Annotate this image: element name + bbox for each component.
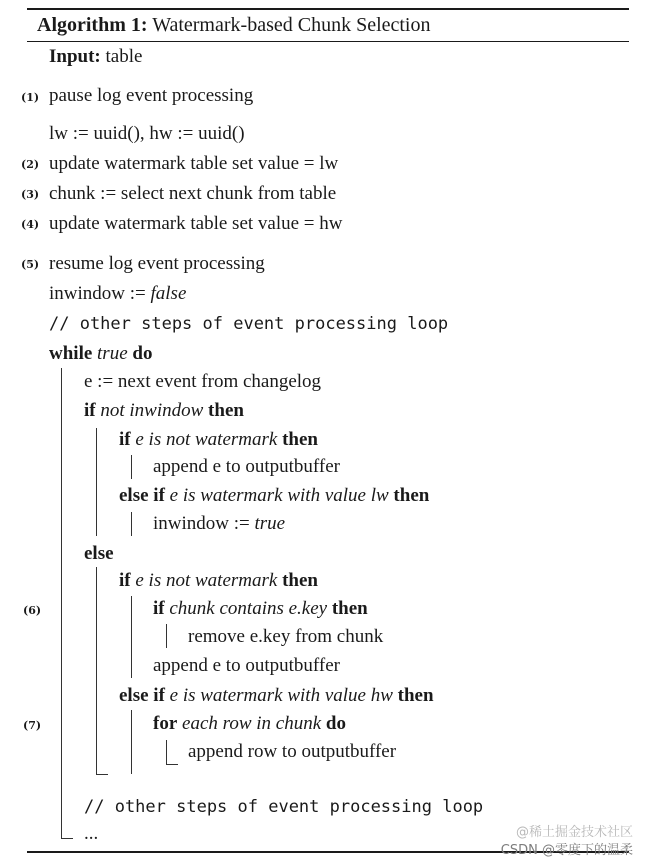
line-comment-1: // other steps of event processing loop: [49, 314, 449, 334]
line-append-e-2: append e to outputbuffer: [153, 655, 340, 676]
line-ellipsis: ...: [84, 823, 99, 844]
else-block-end: [96, 774, 108, 775]
for-each-row-block-line: [166, 740, 167, 764]
line-if-chunk-key: if chunk contains e.key then: [153, 598, 368, 619]
line-if-not-inwindow: if not inwindow then: [84, 400, 244, 421]
step-number-7: (7): [23, 719, 42, 732]
if-chunk-key-block-line: [166, 624, 167, 648]
line-resume: resume log event processing: [49, 253, 265, 274]
watermark-juejin: @稀土掘金技术社区: [515, 825, 633, 840]
line-if-not-watermark-2: if e is not watermark then: [119, 570, 318, 591]
top-rule: [27, 8, 629, 10]
while-block-end: [61, 838, 73, 839]
else-if-lw-block-line: [131, 512, 132, 536]
line-while: while true do: [49, 343, 153, 364]
line-uuid: lw := uuid(), hw := uuid(): [49, 123, 245, 144]
line-chunk-select: chunk := select next chunk from table: [49, 183, 337, 204]
step-number-2: (2): [21, 158, 40, 171]
step-number-4: (4): [21, 218, 40, 231]
algorithm-label: Algorithm 1:: [37, 14, 148, 36]
line-pause: pause log event processing: [49, 85, 254, 106]
step-number-3: (3): [21, 188, 40, 201]
for-each-row-block-end: [166, 764, 178, 765]
algorithm-caption: [37, 12, 431, 38]
step-number-6: (6): [23, 604, 42, 617]
line-else-if-hw: else if e is watermark with value hw then: [119, 685, 434, 706]
algorithm-title: Watermark-based Chunk Selection: [152, 14, 431, 36]
line-next-event: e := next event from changelog: [84, 371, 322, 392]
line-remove-key: remove e.key from chunk: [188, 626, 384, 647]
if-inwindow-block-line: [96, 428, 97, 536]
line-if-not-watermark-1: if e is not watermark then: [119, 429, 318, 450]
line-set-inwindow-true: inwindow := true: [153, 513, 286, 534]
line-update-lw: update watermark table set value = lw: [49, 153, 339, 174]
else-block-line: [96, 567, 97, 774]
line-inwindow-false: inwindow := false: [49, 283, 187, 304]
step-number-5: (5): [21, 258, 40, 271]
watermark-csdn: CSDN @零度下的温柔: [500, 843, 633, 858]
else-if-hw-block-line: [131, 710, 132, 774]
caption-rule: [27, 41, 629, 42]
if-not-watermark-2-block-line: [131, 596, 132, 678]
input-line: Input: table: [49, 46, 143, 67]
line-else: else: [84, 543, 114, 564]
line-comment-2: // other steps of event processing loop: [84, 797, 484, 817]
line-update-hw: update watermark table set value = hw: [49, 213, 343, 234]
while-block-line: [61, 368, 62, 838]
step-number-1: (1): [21, 91, 40, 104]
if-not-watermark-1-block-line: [131, 455, 132, 479]
line-append-row: append row to outputbuffer: [188, 741, 397, 762]
line-else-if-lw: else if e is watermark with value lw then: [119, 485, 430, 506]
line-append-e-1: append e to outputbuffer: [153, 456, 340, 477]
line-for-each-row: for each row in chunk do: [153, 713, 346, 734]
